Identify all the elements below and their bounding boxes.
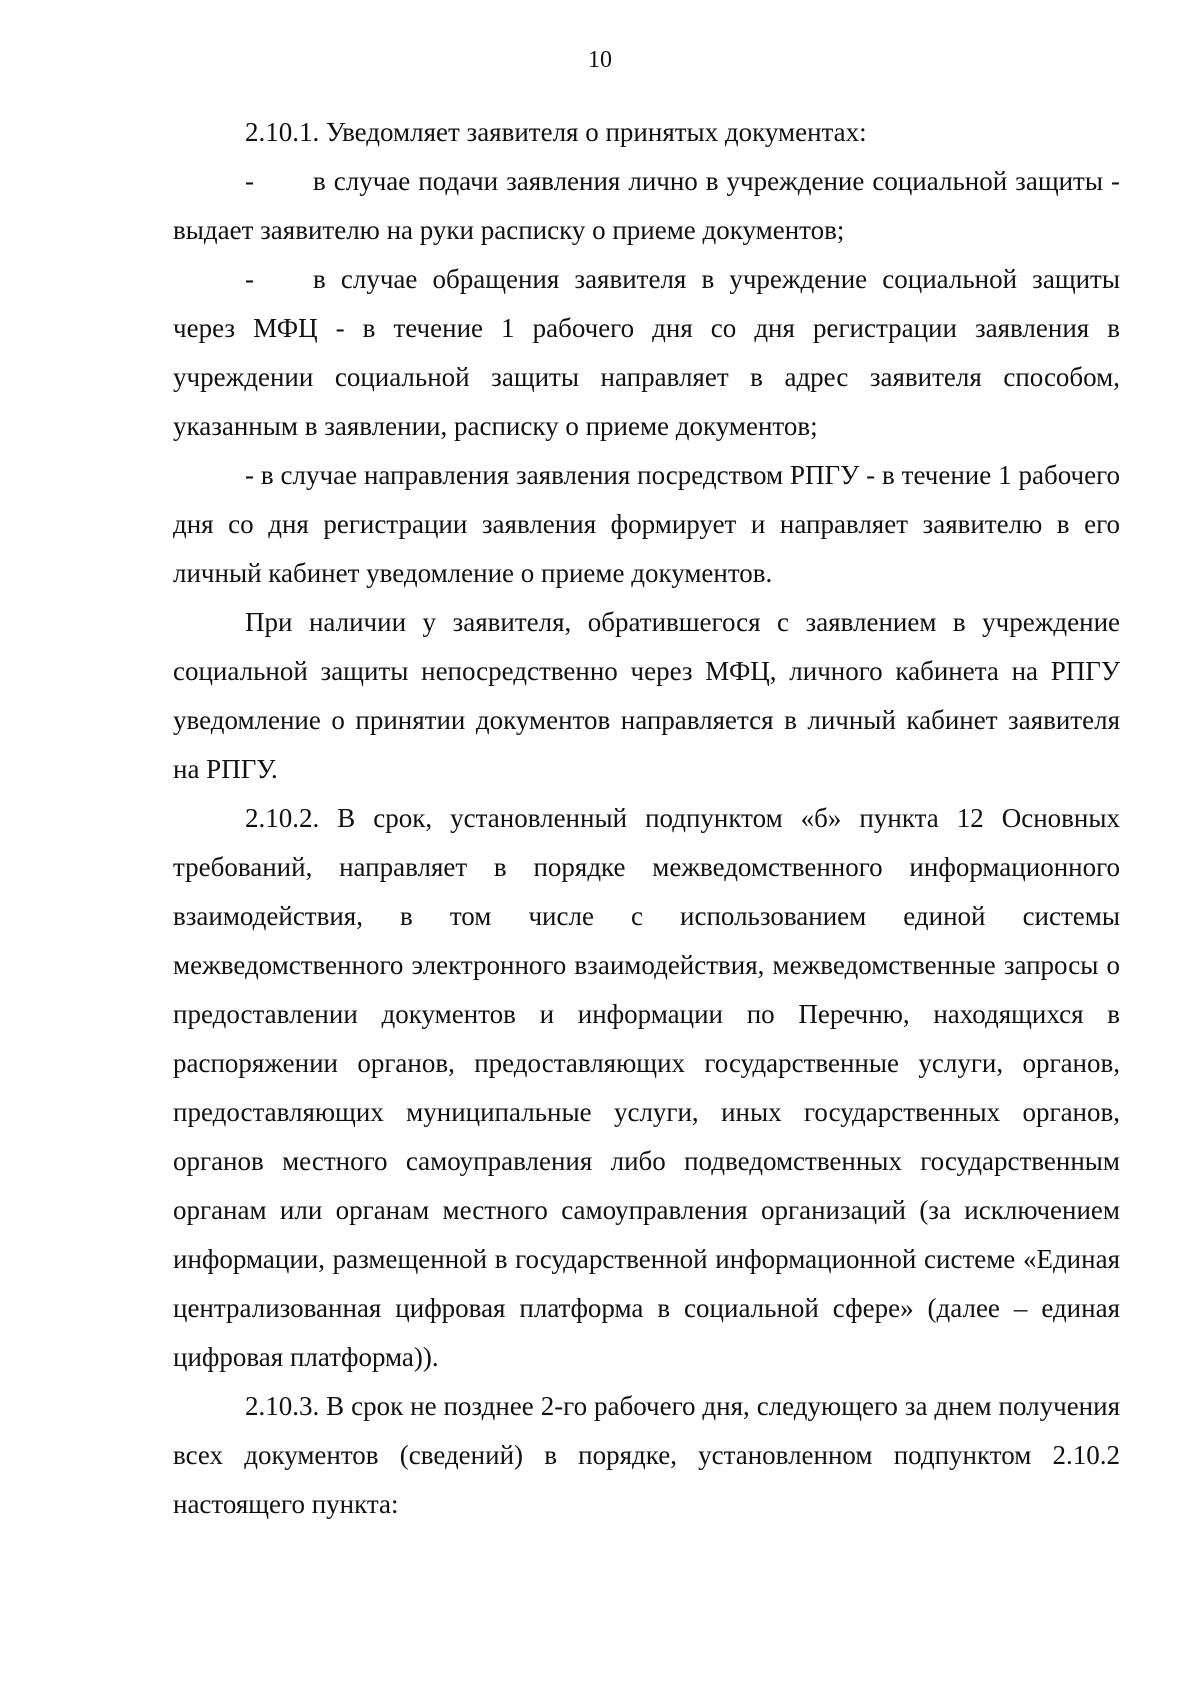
paragraph-dash-item-mfc — [173, 255, 1120, 451]
dash-item-text: в случае подачи заявления лично в учреждение социальной защиты - выдает заявителю на руки расписку о приеме документов; — [173, 166, 1120, 245]
paragraph-2-10-1: 2.10.1. Уведомляет заявителя о принятых документах: — [245, 117, 867, 147]
paragraph-personal-cabinet: При наличии у заявителя, обратившегося с заявлением в учреждение социальной защиты непосредственно через МФЦ, личного кабинета на РПГУ уведомление о принятии документов направляется в личный кабинет заявителя на РПГУ. — [173, 607, 1120, 784]
paragraph-2-10-2: 2.10.2. В срок, установленный подпунктом «б» пункта 12 Основных требований, направляет в порядке межведомственного информационного взаимодействия, в том числе с использованием единой системы межведомственного электронного взаимодействия, межведомственные запросы о предоставлении документов и информации по Перечню, находящихся в распоряжении органов, предоставляющих государственные услуги, органов, предоставляющих муниципальные услуги, иных государственных органов, органов местного самоуправления либо подведомственных государственным органам или органам местного самоуправления организаций (за исключением информации, размещенной в государственной информационной системе «Единая централизованная цифровая платформа в социальной сфере» (далее – единая цифровая платформа)). — [173, 803, 1120, 1372]
paragraph-dash-item-rpgu: - в случае направления заявления посредством РПГУ - в течение 1 рабочего дня со дня регистрации заявления формирует и направляет заявителю в его личный кабинет уведомление о приеме документов. — [173, 460, 1120, 588]
paragraph-dash-item-personal — [173, 157, 1120, 255]
dash-marker: - — [245, 264, 254, 294]
dash-item-text: в случае обращения заявителя в учреждение социальной защиты через МФЦ - в течение 1 рабочего дня со дня регистрации заявления в учреждении социальной защиты направляет в адрес заявителя способом, указанным в заявлении, расписку о приеме документов; — [173, 264, 1120, 441]
page-number: 10 — [588, 47, 612, 73]
dash-marker: - — [245, 166, 254, 196]
document-body — [173, 108, 1120, 1529]
paragraph-2-10-3: 2.10.3. В срок не позднее 2-го рабочего дня, следующего за днем получения всех документов (сведений) в порядке, установленном подпунктом 2.10.2 настоящего пункта: — [173, 1391, 1120, 1519]
